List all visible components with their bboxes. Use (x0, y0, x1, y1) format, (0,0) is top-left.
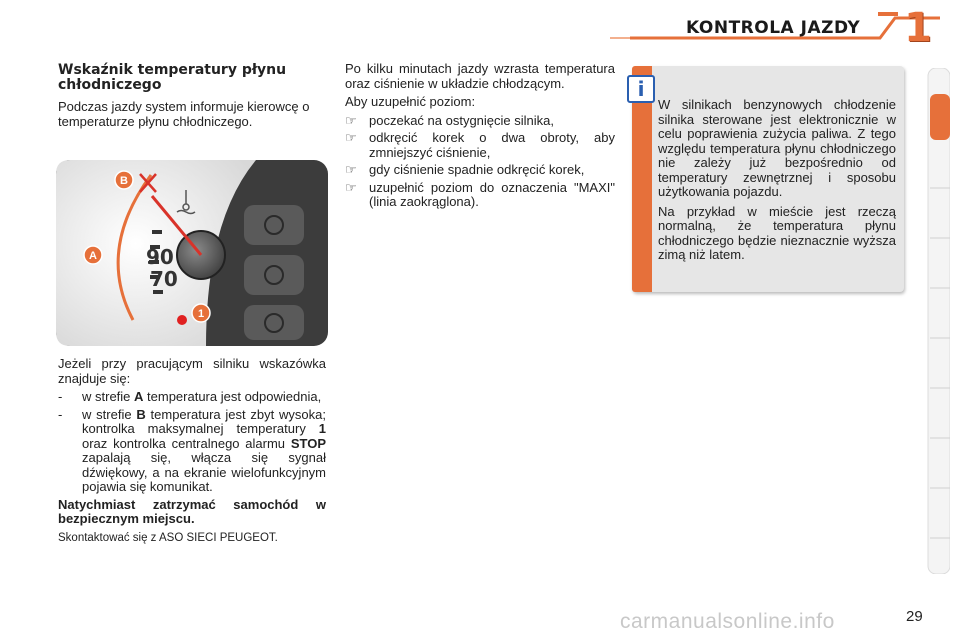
hand-pointer-icon: ☞ (345, 112, 357, 128)
watermark: carmanualsonline.info (620, 610, 835, 633)
hand-pointer-icon: ☞ (345, 162, 357, 177)
info-paragraph: Na przykład w mieście jest rzeczą normalną, że temperatura płynu chłodniczego będzie nieznacznie wyższa zimą niż latem. (658, 203, 896, 262)
max-temperature-warning-lamp (177, 315, 187, 325)
gauge-scale-low: 70 (150, 267, 178, 291)
refill-step: ☞ odkręcić korek o dwa obroty, aby zmniejszyć ciśnienie, (345, 130, 615, 160)
refill-intro: Po kilku minutach jazdy wzrasta temperatura oraz ciśnienie w układzie chłodzącym. (345, 61, 615, 91)
svg-text:1: 1 (197, 308, 205, 320)
fog-lamp-icons (244, 205, 304, 340)
info-text (658, 98, 896, 268)
svg-text:A: A (89, 250, 97, 262)
hand-pointer-icon: ☞ (345, 179, 357, 195)
gauge-lead: Jeżeli przy pracującym silniku wskazówka znajduje się: (58, 356, 326, 386)
refill-step: ☞ poczekać na ostygnięcie silnika, (345, 112, 554, 128)
gauge-explanation (58, 357, 326, 549)
page-number: 29 (906, 608, 923, 625)
zone-b-item: - w strefie B temperatura jest zbyt wysoka; kontrolka maksymalnej temperatury 1 oraz kontrolka centralnego alarmu STOP zapalają się, włącza się sygnał dźwiękowy, a na ekranie wielofunkcyjnym pojawia się komunikat. (58, 406, 326, 494)
gauge-scale-high: 90 (146, 245, 174, 269)
refill-step: ☞ uzupełnić poziom do oznaczenia "MAXI" (linia zaokrąglona). (345, 179, 615, 209)
section-title: Wskaźnik temperatury płynu chłodniczego (58, 62, 287, 93)
refill-step: ☞ gdy ciśnienie spadnie odkręcić korek, (345, 162, 585, 177)
temperature-gauge-illustration (56, 160, 328, 346)
info-paragraph: W silnikach benzynowych chłodzenie silnika sterowane jest elektronicznie w celu poprawienia zużycia paliwa. Z tego względu temperatura płynu chłodniczego nie zależy już bezpośrednio od temperatury zewnętrznej i sposobu użytkowania pojazdu. (658, 97, 896, 199)
chapter-tab-strip (926, 68, 950, 574)
stop-warning: Natychmiast zatrzymać samochód w bezpiecznym miejscu. (58, 496, 326, 526)
hand-pointer-icon: ☞ (345, 130, 357, 145)
dealer-contact: Skontaktować się z ASO SIECI PEUGEOT. (58, 531, 278, 544)
chapter-number: 1 (904, 5, 932, 51)
chapter-title: KONTROLA JAZDY (686, 18, 861, 38)
refill-instructions (345, 62, 615, 213)
zone-a-item: - w strefie A temperatura jest odpowiednia, (58, 389, 322, 404)
info-icon: i (627, 75, 655, 103)
refill-lead: Aby uzupełnić poziom: (345, 94, 476, 109)
svg-text:B: B (120, 175, 128, 187)
section-intro: Podczas jazdy system informuje kierowcę o temperaturze płynu chłodniczego. (58, 99, 310, 129)
